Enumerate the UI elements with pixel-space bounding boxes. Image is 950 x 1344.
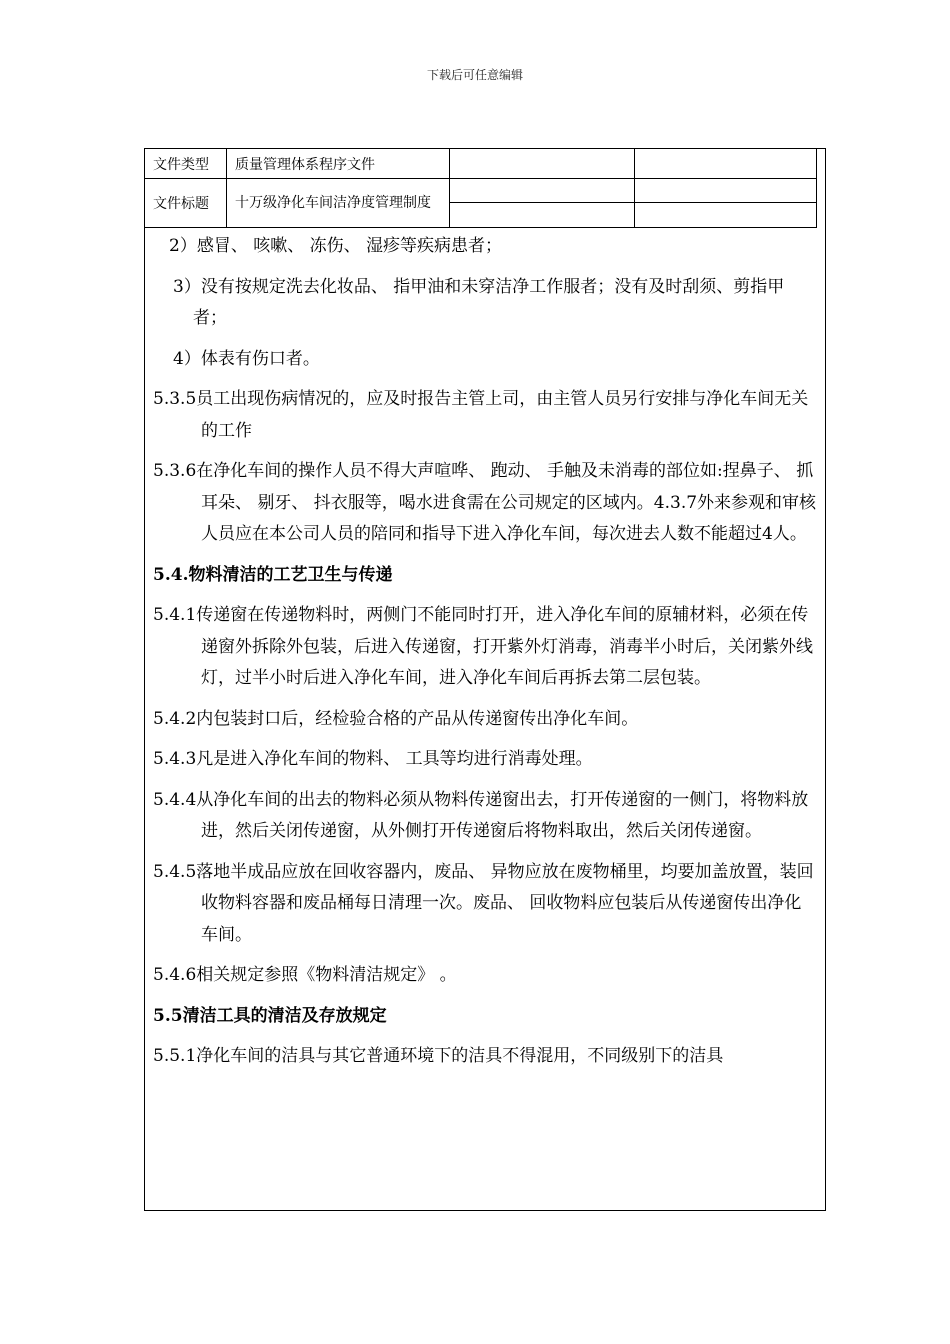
- clause-5-4-5: 5.4.5落地半成品应放在回收容器内，废品、 异物应放在废物桶里，均要加盖放置，装回收物料容器和废品桶每日清理一次。废品、 回收物料应包装后从传递窗传出净化车间。: [153, 861, 814, 945]
- clause-5-3-5: 5.3.5员工出现伤病情况的，应及时报告主管上司，由主管人员另行安排与净化车间无关的工作: [153, 389, 809, 441]
- header-empty-cell: [450, 203, 635, 228]
- clause-5-4-2: 5.4.2内包装封口后，经检验合格的产品从传递窗传出净化车间。: [153, 708, 639, 729]
- clause-5-4-4: 5.4.4从净化车间的出去的物料必须从物料传递窗出去，打开传递窗的一侧门，将物料放进，然后关闭传递窗，从外侧打开传递窗后将物料取出，然后关闭传递窗。: [153, 789, 809, 841]
- file-title-label: 文件标题: [145, 179, 227, 228]
- clause-5-4-1: 5.4.1传递窗在传递物料时，两侧门不能同时打开，进入净化车间的原辅材料，必须在传递窗外拆除外包装，后进入传递窗，打开紫外灯消毒，消毒半小时后，关闭紫外线灯，过半小时后进入净化车间，进入净化车间后再拆去第二层包装。: [153, 605, 813, 688]
- header-empty-cell: [450, 149, 635, 179]
- list-item: 2）感冒、 咳嗽、 冻伤、 湿疹等疾病患者；: [169, 236, 503, 256]
- list-item: 3）没有按规定洗去化妆品、 指甲油和未穿洁净工作服者；没有及时刮须、剪指甲者；: [173, 276, 785, 328]
- header-empty-cell: [635, 203, 817, 228]
- document-body: [145, 231, 825, 1082]
- header-empty-cell: [450, 179, 635, 203]
- clause-5-4-3: 5.4.3凡是进入净化车间的物料、 工具等均进行消毒处理。: [153, 749, 593, 769]
- header-empty-cell: [635, 179, 817, 203]
- header-table: [144, 148, 817, 228]
- clause-5-3-6: 5.3.6在净化车间的操作人员不得大声喧哗、 跑动、 手触及未消毒的部位如:捏鼻子、 抓耳朵、 剔牙、 抖衣服等，喝水进食需在公司规定的区域内。4.3.7外来参观和审核人员应在本公司人员的陪同和指导下进入净化车间，每次进去人数不能超过4人。: [153, 461, 817, 544]
- clause-5-5-1: 5.5.1净化车间的洁具与其它普通环境下的洁具不得混用，不同级别下的洁具: [153, 1046, 724, 1066]
- list-item: 4）体表有伤口者。: [173, 348, 320, 369]
- section-heading-5-5: 5.5清洁工具的清洁及存放规定: [153, 1005, 387, 1026]
- section-heading-5-4: 5.4.物料清洁的工艺卫生与传递: [153, 564, 393, 585]
- watermark-text: 下载后可任意编辑: [426, 68, 523, 82]
- clause-5-4-6: 5.4.6相关规定参照《物料清洁规定》 。: [153, 965, 457, 985]
- document-frame: [144, 148, 826, 1211]
- file-title-value: 十万级净化车间洁净度管理制度: [227, 179, 450, 228]
- header-empty-cell: [635, 149, 817, 179]
- file-type-value: 质量管理体系程序文件: [227, 149, 450, 179]
- file-type-label: 文件类型: [145, 149, 227, 179]
